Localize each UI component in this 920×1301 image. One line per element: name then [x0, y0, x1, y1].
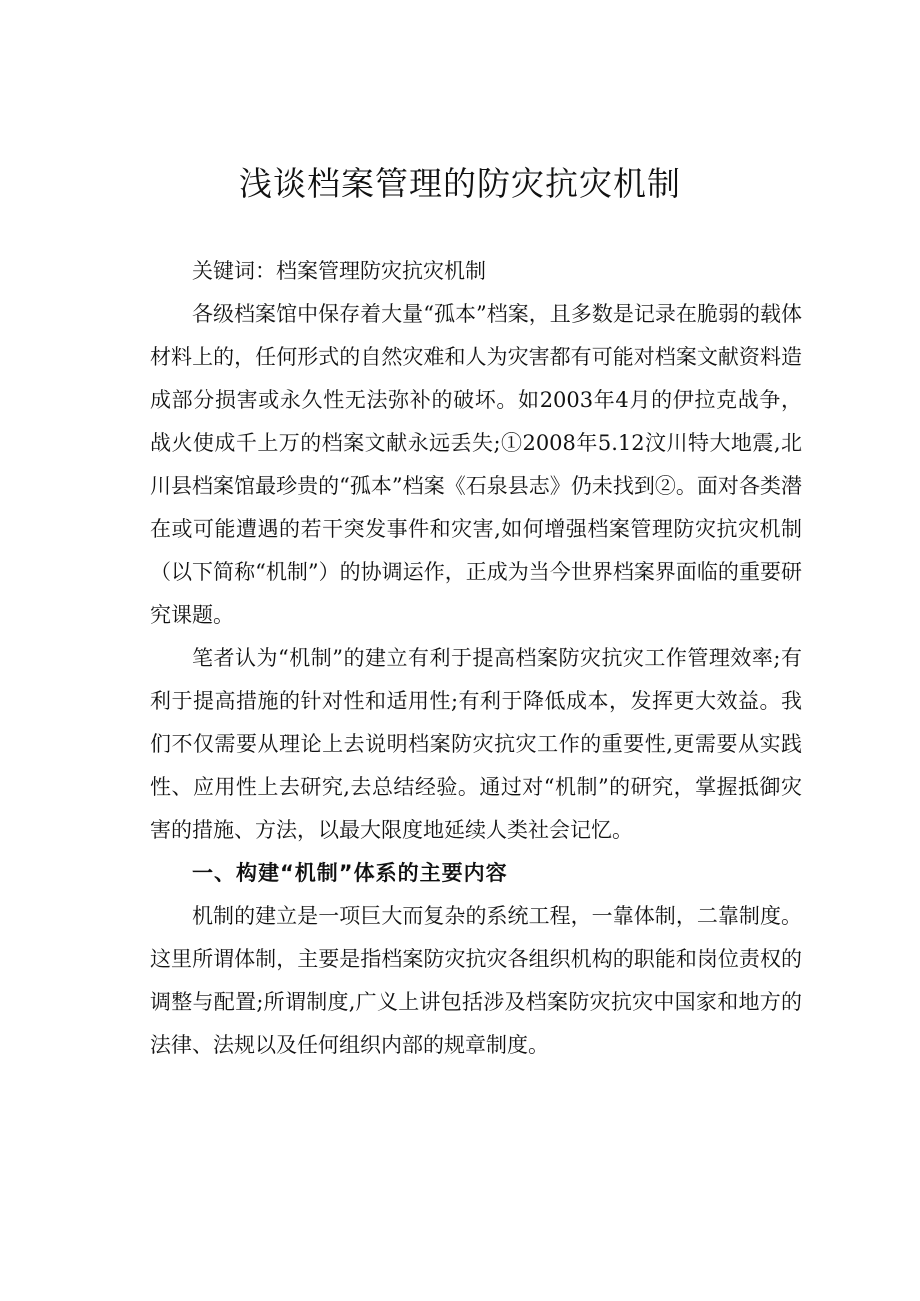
- body-paragraph-3: 机制的建立是一项巨大而复杂的系统工程，一靠体制，二靠制度。这里所谓体制，主要是指档案防灾抗灾各组织机构的职能和岗位责权的调整与配置;所谓制度,广义上讲包括涉及档案防灾抗灾中国家和地方的法律、法规以及任何组织内部的规章制度。: [150, 904, 802, 1057]
- body-paragraph-1: 各级档案馆中保存着大量“孤本”档案，且多数是记录在脆弱的载体材料上的，任何形式的自然灾难和人为灾害都有可能对档案文献资料造成部分损害或永久性无法弥补的破坏。如2003年4月的伊拉克战争，战火使成千上万的档案文献永远丢失;①2008年5.12汶川特大地震,北川县档案馆最珍贵的“孤本”档案《石泉县志》仍未找到②。面对各类潜在或可能遭遇的若干突发事件和灾害,如何增强档案管理防灾抗灾机制（以下简称“机制”）的协调运作，正成为当今世界档案界面临的重要研究课题。: [150, 302, 802, 627]
- section-heading-1: 一、构建“机制”体系的主要内容: [192, 861, 508, 885]
- keywords-line: 关键词：档案管理防灾抗灾机制: [192, 259, 486, 283]
- body-paragraph-2: 笔者认为“机制”的建立有利于提高档案防灾抗灾工作管理效率;有利于提高措施的针对性和适用性;有利于降低成本，发挥更大效益。我们不仅需要从理论上去说明档案防灾抗灾工作的重要性,更需要从实践性、应用性上去研究,去总结经验。通过对“机制”的研究，掌握抵御灾害的措施、方法，以最大限度地延续人类社会记忆。: [150, 646, 802, 842]
- document-body: [150, 250, 802, 1067]
- document-title: 浅谈档案管理的防灾抗灾机制: [239, 164, 681, 203]
